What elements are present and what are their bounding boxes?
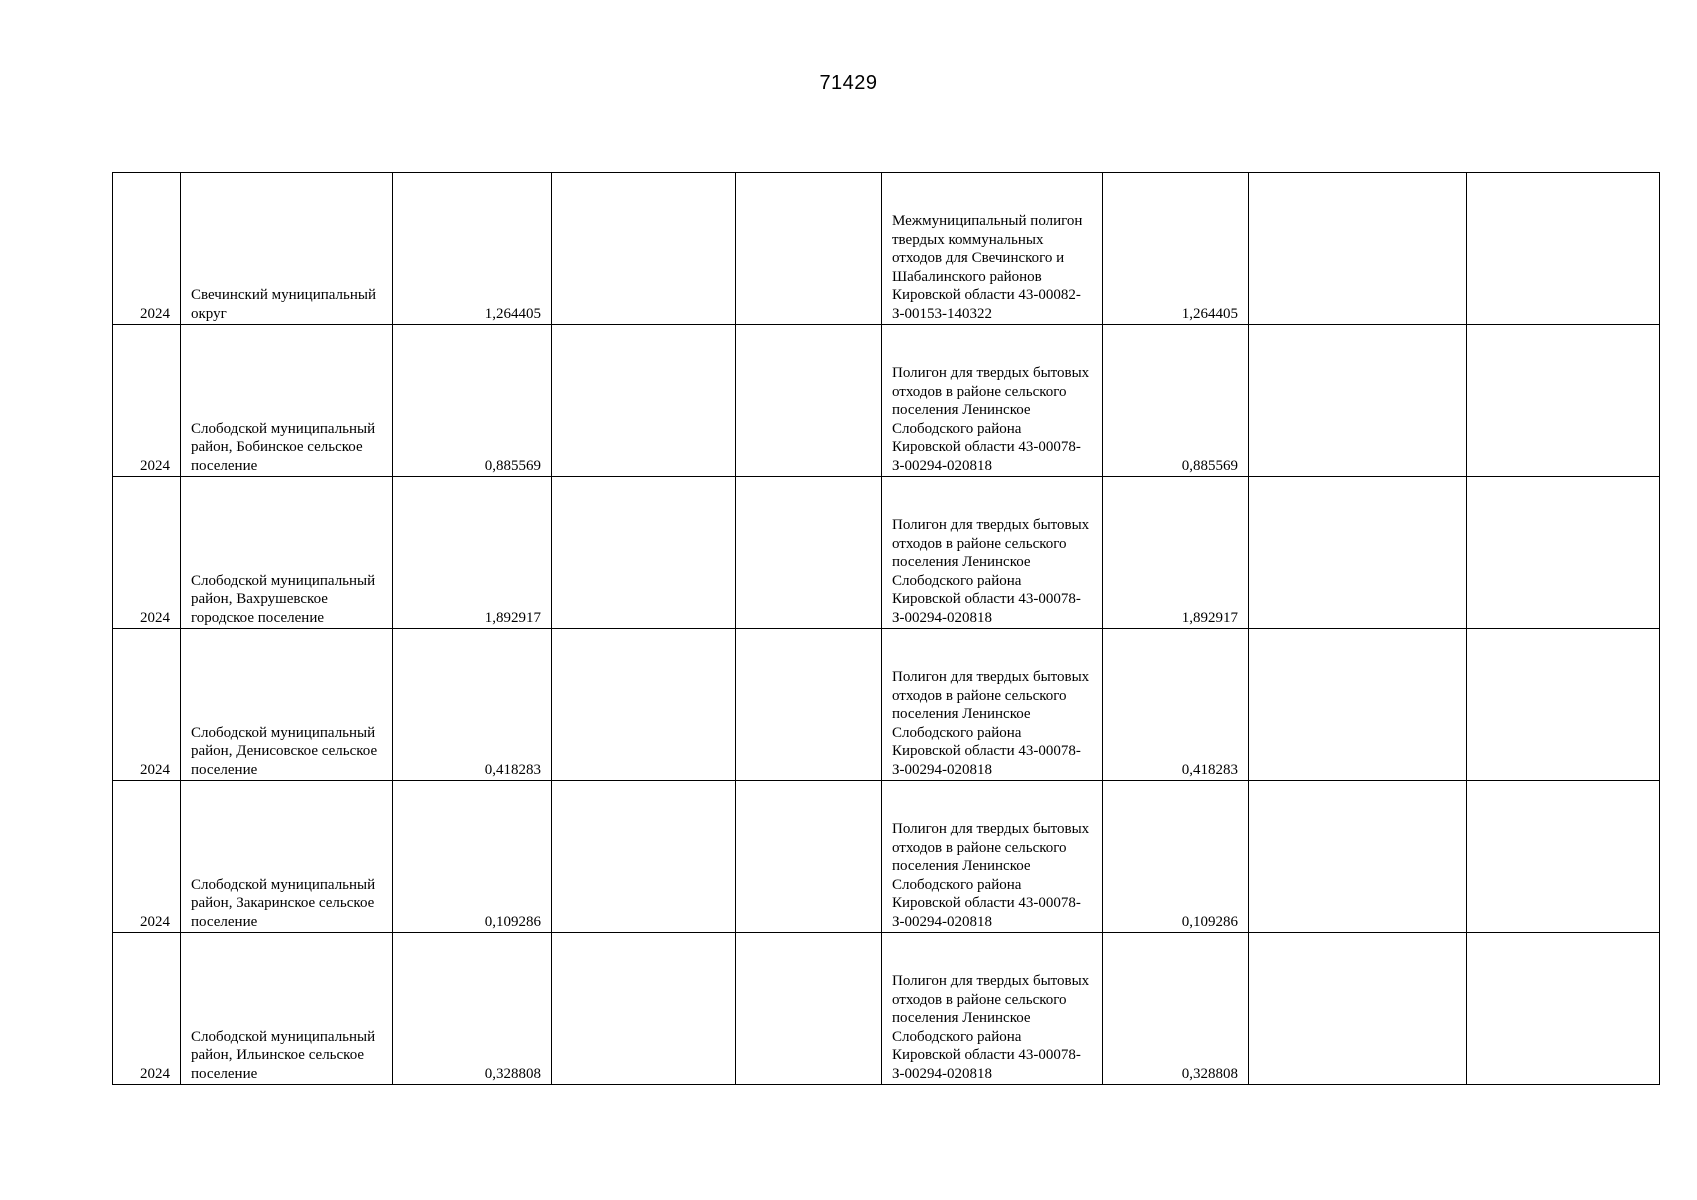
empty-cell: [736, 629, 882, 781]
empty-cell: [1467, 933, 1660, 1085]
municipality-cell: Слободской муниципальный район, Закаринское сельское поселение: [181, 781, 393, 933]
empty-cell: [1249, 933, 1467, 1085]
table-row: [113, 781, 1660, 933]
facility-volume-cell: 1,264405: [1103, 173, 1249, 325]
volume-cell: 0,418283: [393, 629, 552, 781]
year-cell: 2024: [113, 477, 181, 629]
year-cell: 2024: [113, 629, 181, 781]
empty-cell: [1249, 173, 1467, 325]
empty-cell: [1467, 173, 1660, 325]
facility-cell: Полигон для твердых бытовых отходов в районе сельского поселения Ленинское Слободского района Кировской области 43-00078-З-00294-020818: [882, 781, 1103, 933]
volume-cell: 0,328808: [393, 933, 552, 1085]
volume-cell: 1,264405: [393, 173, 552, 325]
empty-cell: [1249, 477, 1467, 629]
municipality-cell: Свечинский муниципальный округ: [181, 173, 393, 325]
empty-cell: [552, 629, 736, 781]
facility-cell: Полигон для твердых бытовых отходов в районе сельского поселения Ленинское Слободского района Кировской области 43-00078-З-00294-020818: [882, 933, 1103, 1085]
table-row: [113, 173, 1660, 325]
year-cell: 2024: [113, 933, 181, 1085]
facility-volume-cell: 0,418283: [1103, 629, 1249, 781]
facility-cell: Полигон для твердых бытовых отходов в районе сельского поселения Ленинское Слободского района Кировской области 43-00078-З-00294-020818: [882, 325, 1103, 477]
empty-cell: [736, 477, 882, 629]
empty-cell: [736, 933, 882, 1085]
volume-cell: 0,109286: [393, 781, 552, 933]
year-cell: 2024: [113, 325, 181, 477]
empty-cell: [552, 781, 736, 933]
volume-cell: 1,892917: [393, 477, 552, 629]
facility-volume-cell: 0,885569: [1103, 325, 1249, 477]
volume-cell: 0,885569: [393, 325, 552, 477]
table-row: [113, 933, 1660, 1085]
empty-cell: [1249, 629, 1467, 781]
year-cell: 2024: [113, 173, 181, 325]
table-row: [113, 629, 1660, 781]
facility-volume-cell: 0,328808: [1103, 933, 1249, 1085]
table-row: [113, 325, 1660, 477]
empty-cell: [1467, 477, 1660, 629]
municipality-cell: Слободской муниципальный район, Денисовское сельское поселение: [181, 629, 393, 781]
municipality-cell: Слободской муниципальный район, Ильинское сельское поселение: [181, 933, 393, 1085]
year-cell: 2024: [113, 781, 181, 933]
empty-cell: [552, 173, 736, 325]
table-row: [113, 477, 1660, 629]
empty-cell: [552, 477, 736, 629]
empty-cell: [736, 325, 882, 477]
empty-cell: [552, 325, 736, 477]
empty-cell: [1467, 629, 1660, 781]
empty-cell: [736, 173, 882, 325]
empty-cell: [1249, 781, 1467, 933]
facility-cell: Межмуниципальный полигон твердых коммунальных отходов для Свечинского и Шабалинского районов Кировской области 43-00082-З-00153-140322: [882, 173, 1103, 325]
empty-cell: [1467, 325, 1660, 477]
facility-cell: Полигон для твердых бытовых отходов в районе сельского поселения Ленинское Слободского района Кировской области 43-00078-З-00294-020818: [882, 629, 1103, 781]
municipality-cell: Слободской муниципальный район, Бобинское сельское поселение: [181, 325, 393, 477]
page-number: 71429: [819, 72, 878, 94]
facility-volume-cell: 0,109286: [1103, 781, 1249, 933]
empty-cell: [1467, 781, 1660, 933]
data-table: [112, 172, 1660, 1085]
empty-cell: [552, 933, 736, 1085]
facility-cell: Полигон для твердых бытовых отходов в районе сельского поселения Ленинское Слободского района Кировской области 43-00078-З-00294-020818: [882, 477, 1103, 629]
facility-volume-cell: 1,892917: [1103, 477, 1249, 629]
municipality-cell: Слободской муниципальный район, Вахрушевское городское поселение: [181, 477, 393, 629]
empty-cell: [736, 781, 882, 933]
empty-cell: [1249, 325, 1467, 477]
